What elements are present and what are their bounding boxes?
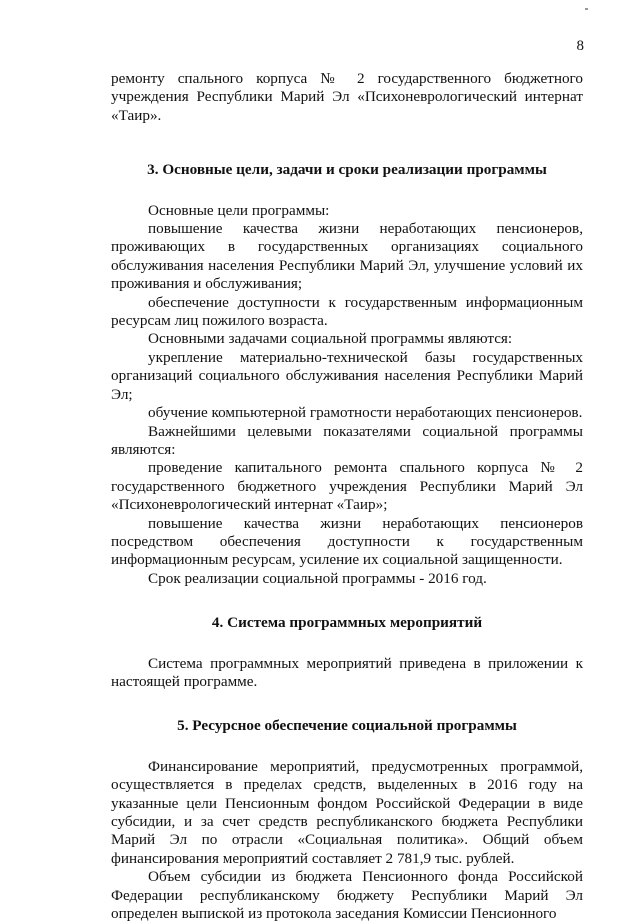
paragraph: обучение компьютерной грамотности неработающих пенсионеров. bbox=[148, 404, 583, 422]
intro-paragraph: ремонту спального корпуса № 2 государственного бюджетного учреждения Республики Марий Эл «Психоневрологический интернат «Таир». bbox=[111, 70, 583, 124]
paragraph: Основными задачами социальной программы являются: bbox=[148, 330, 513, 348]
scan-mark bbox=[585, 8, 588, 10]
paragraph: повышение качества жизни неработающих пенсионеров посредством обеспечения доступности к государственным информационным ресурсам, усиление их социальной защищенности. bbox=[111, 514, 583, 569]
paragraph: повышение качества жизни неработающих пенсионеров, проживающих в государственных организациях социального обслуживания населения Республики Марий Эл, улучшение условий их проживания и обслуживания; bbox=[111, 220, 583, 293]
paragraph: обеспечение доступности к государственным информационным ресурсам лиц пожилого возраста. bbox=[111, 293, 583, 330]
section-5-body bbox=[111, 758, 583, 923]
section-4-title: 4. Система программных мероприятий bbox=[211, 614, 483, 632]
paragraph: Объем субсидии из бюджета Пенсионного фонда Российской Федерации республиканскому бюджету Республики Марий Эл определен выпиской из протокола заседания Комиссии Пенсионного bbox=[111, 868, 583, 923]
document-body bbox=[111, 70, 583, 923]
page-number: 8 bbox=[576, 38, 584, 54]
paragraph: Срок реализации социальной программы - 2016 год. bbox=[148, 569, 487, 587]
paragraph: Система программных мероприятий приведена в приложении к настоящей программе. bbox=[111, 654, 583, 690]
paragraph: Основные цели программы: bbox=[148, 201, 330, 219]
paragraph: укрепление материально-технической базы государственных организаций социального обслуживания населения Республики Марий Эл; bbox=[111, 348, 583, 403]
paragraph: Финансирование мероприятий, предусмотренных программой, осуществляется в пределах средств, выделенных в 2016 году на указанные цели Пенсионным фондом Российской Федерации в виде субсидии, и за счет средств республиканского бюджета Республики Марий Эл по отрасли «Социальная политика». Общий объем финансирования мероприятий составляет 2 781,9 тыс. рублей. bbox=[111, 757, 583, 867]
section-4-body bbox=[111, 655, 583, 692]
section-3-title: 3. Основные цели, задачи и сроки реализации программы bbox=[147, 161, 547, 179]
paragraph: Важнейшими целевыми показателями социальной программы являются: bbox=[111, 422, 583, 458]
section-5-title: 5. Ресурсное обеспечение социальной программы bbox=[177, 717, 517, 735]
paragraph: проведение капитального ремонта спального корпуса № 2 государственного бюджетного учреждения Республики Марий Эл «Психоневрологический интернат «Таир»; bbox=[111, 459, 583, 514]
section-3-body bbox=[111, 202, 583, 589]
